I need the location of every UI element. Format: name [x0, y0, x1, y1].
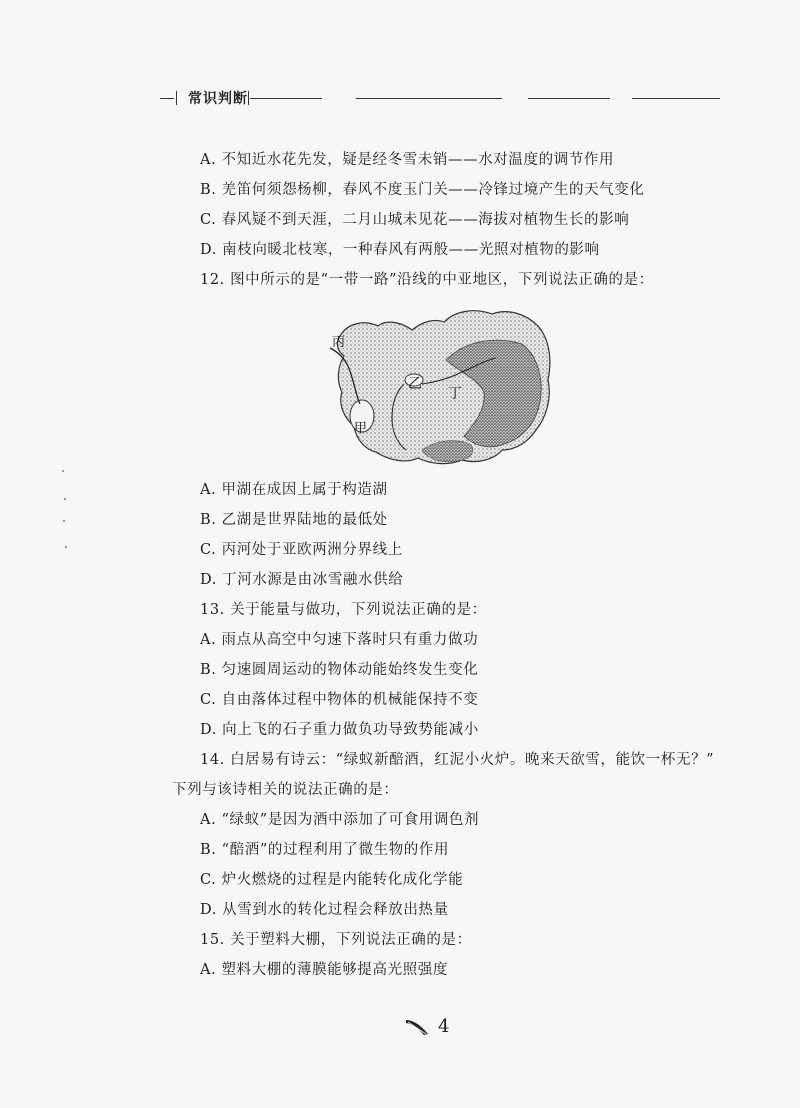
q14-stem-line2: 下列与该诗相关的说法正确的是： [172, 782, 399, 798]
label-ding: 丁 [448, 386, 462, 402]
q12-stem: 12. 图中所示的是“一带一路”沿线的中亚地区，下列说法正确的是： [200, 272, 654, 288]
q15-stem: 15. 关于塑料大棚，下列说法正确的是： [200, 932, 472, 948]
scan-speck [65, 546, 67, 548]
q14-option-d: D. 从雪到水的转化过程会释放出热量 [200, 902, 449, 918]
header-tick-right [248, 91, 249, 105]
running-header [160, 86, 720, 110]
section-title: 常识判断 [188, 91, 248, 107]
header-rule-3 [528, 98, 610, 99]
q13-option-a: A. 雨点从高空中匀速下落时只有重力做功 [200, 632, 479, 648]
header-rule-2 [356, 98, 502, 99]
header-rule-1 [250, 98, 322, 99]
q12-option-d: D. 丁河水源是由冰雪融水供给 [200, 572, 404, 588]
header-rule-4 [632, 98, 720, 99]
q11-option-a: A. 不知近水花先发，疑是经冬雪未销——水对温度的调节作用 [200, 152, 615, 168]
page-footer [404, 1016, 464, 1038]
q12-option-c: C. 丙河处于亚欧两洲分界线上 [200, 542, 403, 558]
q13-option-c: C. 自由落体过程中物体的机械能保持不变 [200, 692, 479, 708]
q13-stem: 13. 关于能量与做功，下列说法正确的是： [200, 602, 487, 618]
feather-quill-icon [404, 1016, 432, 1038]
q13-option-b: B. 匀速圆周运动的物体动能始终发生变化 [200, 662, 479, 678]
q11-option-d: D. 南枝向暖北枝寒，一种春风有两般——光照对植物的影响 [200, 242, 600, 258]
q11-option-b: B. 羌笛何须怨杨柳，春风不度玉门关——冷锋过境产生的天气变化 [200, 182, 645, 198]
q14-option-b: B. “醅酒”的过程利用了微生物的作用 [200, 842, 450, 858]
scan-speck [64, 498, 66, 500]
label-jia: 甲 [354, 421, 368, 436]
header-tick-left [176, 91, 177, 105]
q15-option-a: A. 塑料大棚的薄膜能够提高光照强度 [200, 962, 448, 978]
header-rule-left [160, 98, 174, 99]
q14-option-a: A. “绿蚁”是因为酒中添加了可食用调色剂 [200, 812, 480, 828]
page-number: 4 [438, 1016, 450, 1037]
q14-stem-line1: 14. 白居易有诗云：“绿蚁新醅酒，红泥小火炉。晚来天欲雪，能饮一杯无？” [200, 752, 715, 768]
scan-speck [63, 520, 65, 522]
q13-option-d: D. 向上飞的石子重力做负功导致势能减小 [200, 722, 479, 738]
q14-option-c: C. 炉火燃烧的过程是内能转化成化学能 [200, 872, 464, 888]
label-yi: 乙 [408, 376, 422, 392]
q12-option-a: A. 甲湖在成因上属于构造湖 [200, 482, 388, 498]
scan-speck [62, 470, 64, 472]
q12-option-b: B. 乙湖是世界陆地的最低处 [200, 512, 388, 528]
central-asia-map [326, 300, 554, 470]
label-bing: 丙 [332, 335, 346, 350]
q11-option-c: C. 春风疑不到天涯，二月山城未见花——海拔对植物生长的影响 [200, 212, 630, 228]
